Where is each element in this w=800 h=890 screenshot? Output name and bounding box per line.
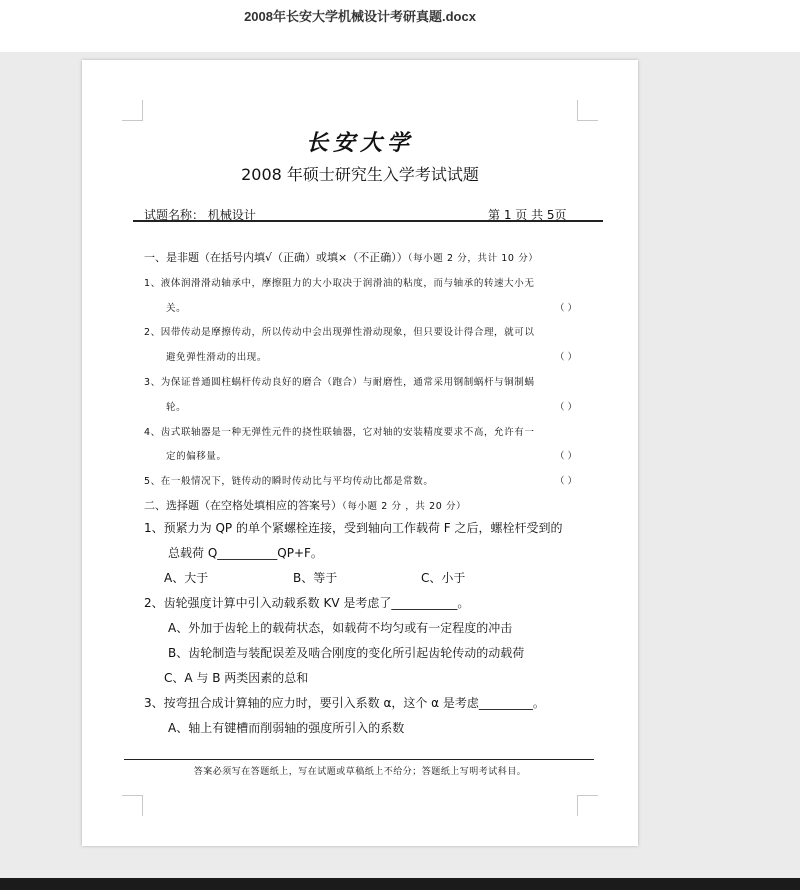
s1-item1-answer: （ ） (555, 303, 578, 314)
s2-q2-option-c: C、A 与 B 两类因素的总和 (164, 671, 309, 685)
s1-item5-line1: 5、在一般情况下，链传动的瞬时传动比与平均传动比都是常数。 (144, 476, 434, 487)
s1-item3-line1: 3、为保证普通圆柱蜗杆传动良好的磨合（跑合）与耐磨性，通常采用钢制蜗杆与铜制蜗 (144, 377, 535, 388)
s2-q1-option-a: A、大于 (164, 571, 209, 585)
s2-q1-line1: 1、预紧力为 QP 的单个紧螺栓连接，受到轴向工作载荷 F 之后，螺栓杆受到的 (144, 521, 563, 535)
exam-title: 2008 年硕士研究生入学考试试题 (241, 165, 479, 184)
s2-q3-option-a: A、轴上有键槽而削弱轴的强度所引入的系数 (168, 721, 405, 735)
subject-line: 试题名称： 机械设计 (144, 208, 256, 222)
section2-note: （每小题 2 分 ，共 20 分） (342, 501, 467, 512)
s2-q2-option-b: B、齿轮制造与装配误差及啮合刚度的变化所引起齿轮传动的动载荷 (168, 646, 525, 660)
s2-q2-line: 2、齿轮强度计算中引入动载系数 KV 是考虑了___________。 (144, 596, 470, 610)
s1-item1-line1: 1、液体润滑滑动轴承中，摩擦阻力的大小取决于润滑油的粘度，而与轴承的转速大小无 (144, 278, 535, 289)
section2-heading-text: 二、选择题（在空格处填相应的答案号） (144, 499, 342, 512)
document-title: 2008年长安大学机械设计考研真题.docx (244, 9, 476, 24)
crop-mark-bottom-right (577, 795, 598, 816)
section1-note: （每小题 2 分，共计 10 分） (407, 253, 539, 264)
s1-item2-line2: 避免弹性滑动的出现。 (166, 352, 268, 363)
section2-heading (144, 497, 466, 513)
footer-divider (124, 759, 594, 760)
s1-item3-line2: 轮。 (166, 402, 187, 413)
s1-item3-answer: （ ） (555, 402, 578, 413)
s2-q1-line2: 总载荷 Q__________QP+F。 (168, 546, 323, 560)
header-divider (133, 220, 603, 222)
s1-item4-line1: 4、齿式联轴器是一种无弹性元件的挠性联轴器，它对轴的安装精度要求不高，允许有一 (144, 427, 535, 438)
s1-item4-line2: 定的偏移量。 (166, 451, 227, 462)
crop-mark-bottom-left (122, 795, 143, 816)
s2-q1-option-b: B、等于 (293, 571, 338, 585)
crop-mark-top-right (577, 100, 598, 121)
section1-heading (144, 249, 538, 265)
document-page (82, 60, 638, 846)
s1-item1-line2: 关。 (166, 303, 187, 314)
page-info: 第 1 页 共 5页 (488, 208, 567, 222)
bottom-bar (0, 878, 800, 890)
university-name: 长安大学 (305, 130, 414, 156)
s2-q3-line: 3、按弯扭合成计算轴的应力时，要引入系数 α，这个 α 是考虑_________。 (144, 696, 545, 710)
s1-item5-answer: （ ） (555, 476, 578, 487)
s1-item4-answer: （ ） (555, 451, 578, 462)
s1-item2-line1: 2、因带传动是摩擦传动，所以传动中会出现弹性滑动现象，但只要设计得合理，就可以 (144, 327, 535, 338)
s2-q1-option-c: C、小于 (421, 571, 466, 585)
crop-mark-top-left (122, 100, 143, 121)
footer-note: 答案必须写在答题纸上，写在试题或草稿纸上不给分；答题纸上写明考试科目。 (193, 767, 527, 777)
title-bar (0, 0, 800, 52)
section1-heading-text: 一、是非题（在括号内填√（正确）或填×（不正确）） (144, 251, 408, 264)
s2-q2-option-a: A、外加于齿轮上的载荷状态，如载荷不均匀或有一定程度的冲击 (168, 621, 513, 635)
s1-item2-answer: （ ） (555, 352, 578, 363)
